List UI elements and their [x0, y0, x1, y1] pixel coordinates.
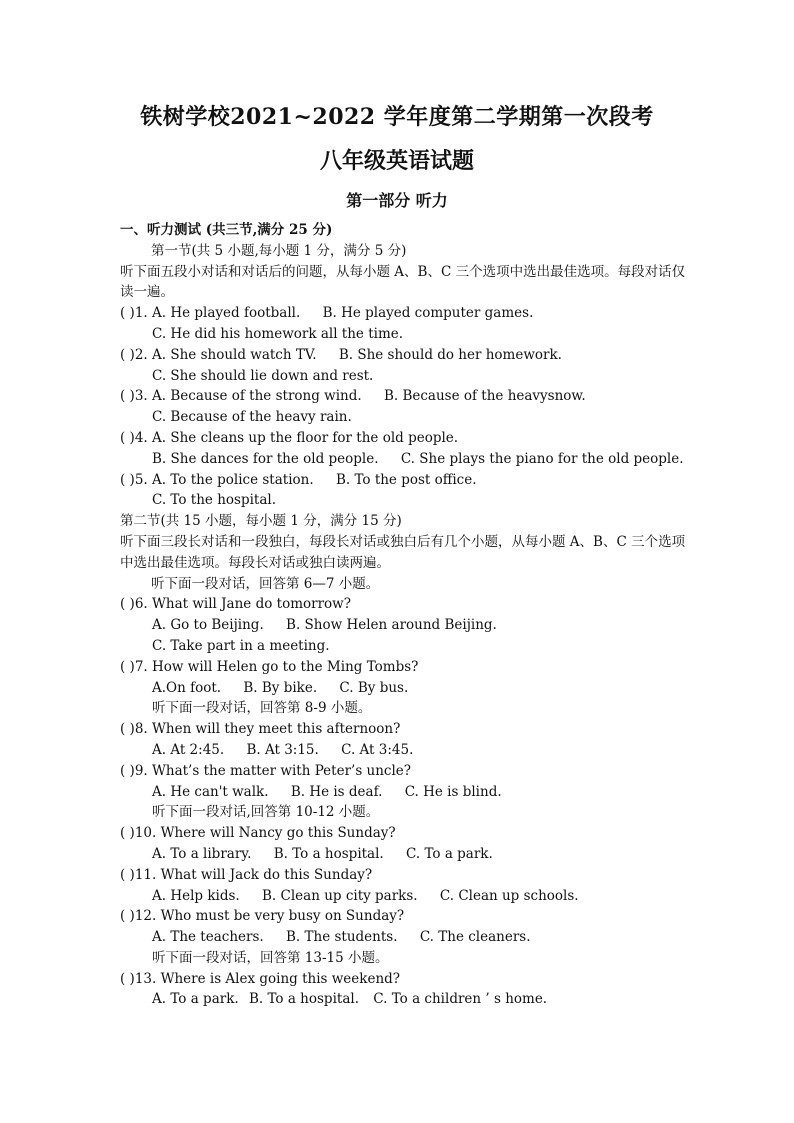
question-3	[120, 386, 690, 407]
question-number: ( )12.	[120, 908, 157, 925]
question-stem: What will Jack do this Sunday?	[160, 866, 373, 883]
document-title: 铁树学校2021~2022 学年度第二学期第一次段考	[140, 104, 654, 130]
option-a: A. To the police station.	[152, 471, 314, 488]
question-stem: Who must be very busy on Sunday?	[160, 908, 405, 925]
option-a: A. To a park.	[152, 991, 239, 1008]
option-a: A. She cleans up the floor for the old people.	[152, 429, 459, 446]
option-b: B. To the post office.	[335, 471, 477, 488]
option-c: C. She should lie down and rest.	[152, 367, 374, 384]
option-c: C. The cleaners.	[419, 929, 531, 946]
question-5	[120, 470, 690, 491]
sub2-instructions: 听下面三段长对话和一段独白，每段长对话或独白后有几个小题，从每小题 A、B、C 三个选项中选出最佳选项。每段长对话或独白读两遍。	[120, 533, 686, 571]
question-12	[120, 906, 690, 927]
question-9	[120, 761, 690, 782]
option-a: A. At 2:45.	[152, 741, 225, 758]
option-a: A. To a library.	[152, 845, 252, 862]
question-stem: What will Jane do tomorrow?	[152, 596, 351, 613]
question-13	[120, 969, 690, 990]
option-b: B. By bike.	[243, 679, 318, 696]
option-a: A. Help kids.	[152, 887, 240, 904]
dialogue-note: 听下面一段对话,回答第 10-12 小题。	[152, 804, 380, 821]
question-stem: What’s the matter with Peter’s uncle?	[152, 762, 412, 779]
dialogue-note: 听下面一段对话，回答第 13-15 小题。	[152, 949, 389, 966]
sub2-heading: 第二节(共 15 小题，每小题 1 分，满分 15 分)	[120, 513, 402, 530]
question-9-options	[120, 782, 690, 803]
section-heading: 一、听力测试 (共三节,满分 25 分)	[120, 222, 333, 238]
option-c: C. He did his homework all the time.	[152, 325, 404, 342]
option-a: A. He can't walk.	[152, 783, 269, 800]
sub1-heading: 第一节(共 5 小题,每小题 1 分，满分 5 分)	[151, 242, 407, 259]
question-number: ( )7.	[120, 658, 148, 675]
question-7-options	[120, 678, 690, 699]
option-c: C. By bus.	[339, 679, 409, 696]
question-11	[120, 865, 690, 886]
question-6-options	[120, 615, 690, 636]
question-number: ( )6.	[120, 596, 148, 613]
question-stem: Where is Alex going this weekend?	[160, 970, 401, 987]
option-b: B. She dances for the old people.	[152, 450, 379, 467]
option-b: B. To a hospital.	[248, 991, 359, 1008]
option-c: C. Take part in a meeting.	[152, 637, 330, 654]
question-10-options	[120, 844, 690, 865]
question-12-options	[120, 927, 690, 948]
option-b: B. To a hospital.	[273, 845, 384, 862]
part-heading: 第一部分 听力	[346, 191, 448, 210]
option-b: B. Because of the heavysnow.	[383, 388, 586, 405]
question-stem: When will they meet this afternoon?	[152, 721, 401, 738]
question-4	[120, 428, 690, 449]
dialogue-note: 听下面一段对话，回答第 8-9 小题。	[152, 700, 372, 717]
question-1	[120, 303, 690, 324]
option-b: B. The students.	[286, 929, 398, 946]
question-number: ( )1.	[120, 305, 148, 322]
option-a: A.On foot.	[152, 679, 222, 696]
option-a: A. He played football.	[152, 305, 301, 322]
question-number: ( )3.	[120, 388, 148, 405]
question-number: ( )9.	[120, 762, 148, 779]
question-number: ( )8.	[120, 721, 148, 738]
question-stem: Where will Nancy go this Sunday?	[160, 825, 396, 842]
question-8-options	[120, 740, 690, 761]
question-6	[120, 594, 690, 615]
question-number: ( )13.	[120, 970, 157, 987]
question-number: ( )10.	[120, 825, 157, 842]
option-c: C. At 3:45.	[341, 741, 414, 758]
question-13-options	[120, 989, 690, 1010]
question-7	[120, 657, 690, 678]
question-2	[120, 345, 690, 366]
question-8	[120, 719, 690, 740]
question-number: ( )2.	[120, 346, 148, 363]
option-b: B. He played computer games.	[322, 305, 534, 322]
option-c: C. He is blind.	[404, 783, 502, 800]
option-b: B. At 3:15.	[246, 741, 319, 758]
option-c: C. She plays the piano for the old people.	[400, 450, 684, 467]
option-c: C. To the hospital.	[152, 492, 276, 509]
question-stem: How will Helen go to the Ming Tombs?	[152, 658, 419, 675]
option-c: C. Clean up schools.	[439, 887, 579, 904]
question-number: ( )4.	[120, 429, 148, 446]
option-b: B. He is deaf.	[290, 783, 383, 800]
question-11-options	[120, 886, 690, 907]
question-number: ( )11.	[120, 866, 157, 883]
sub1-instructions: 听下面五段小对话和对话后的问题，从每小题 A、B、C 三个选项中选出最佳选项。每段对话仅读一遍。	[120, 263, 686, 301]
question-10	[120, 823, 690, 844]
option-a: A. She should watch TV.	[152, 346, 317, 363]
option-c: C. To a children ’ s home.	[373, 991, 548, 1008]
option-a: A. Because of the strong wind.	[152, 388, 362, 405]
question-4-options	[120, 449, 690, 470]
option-b: B. Clean up city parks.	[262, 887, 418, 904]
listening-section	[120, 220, 690, 1010]
document-subtitle: 八年级英语试题	[319, 148, 474, 174]
option-a: A. The teachers.	[152, 929, 264, 946]
dialogue-note: 听下面一段对话，回答第 6—7 小题。	[151, 575, 380, 592]
option-c: C. To a park.	[406, 845, 493, 862]
question-number: ( )5.	[120, 471, 148, 488]
option-c: C. Because of the heavy rain.	[152, 409, 352, 426]
option-b: B. She should do her homework.	[338, 346, 562, 363]
option-a: A. Go to Beijing.	[152, 617, 264, 634]
option-b: B. Show Helen around Beijing.	[286, 617, 497, 634]
